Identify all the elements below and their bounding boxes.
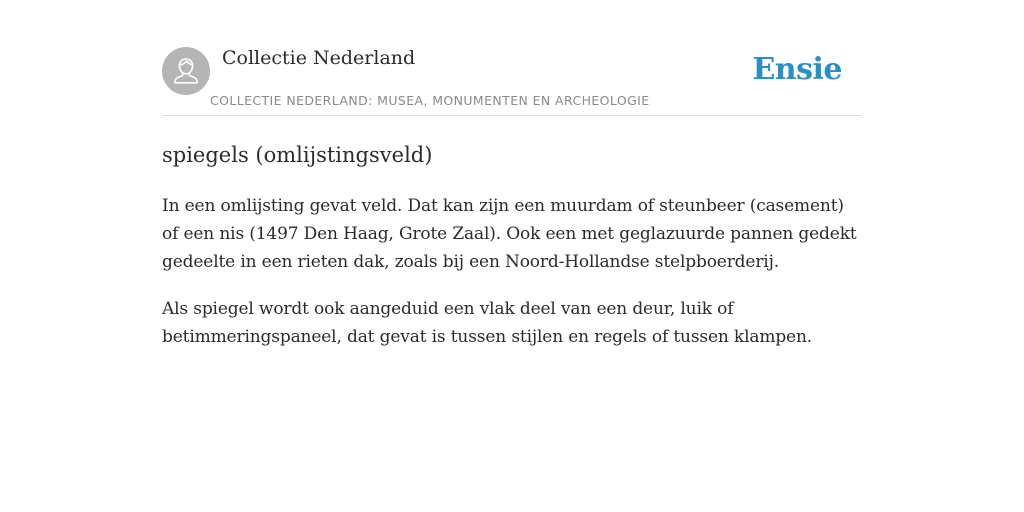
article-body (162, 192, 862, 370)
article-paragraph: In een omlijsting gevat veld. Dat kan zijn een muurdam of steunbeer (casement) of een nis (1497 Den Haag, Grote Zaal). Ook een met geglazuurde pannen gedekt gedeelte in een rieten dak, zoals bij een Noord-Hollandse stelpboerderij. (162, 196, 857, 272)
article-paragraph: Als spiegel wordt ook aangeduid een vlak deel van een deur, luik of betimmeringspaneel, dat gevat is tussen stijlen en regels of tussen klampen. (162, 299, 813, 347)
article-title: spiegels (omlijstingsveld) (162, 143, 433, 167)
author-name[interactable]: Collectie Nederland (222, 47, 416, 69)
page-container (162, 0, 862, 167)
avatar[interactable] (162, 47, 210, 95)
author-subtitle: COLLECTIE NEDERLAND: MUSEA, MONUMENTEN EN ARCHEOLOGIE (210, 93, 650, 108)
user-placeholder-icon (162, 47, 210, 95)
ensie-logo[interactable]: Ensie (752, 52, 842, 87)
header (162, 0, 862, 116)
